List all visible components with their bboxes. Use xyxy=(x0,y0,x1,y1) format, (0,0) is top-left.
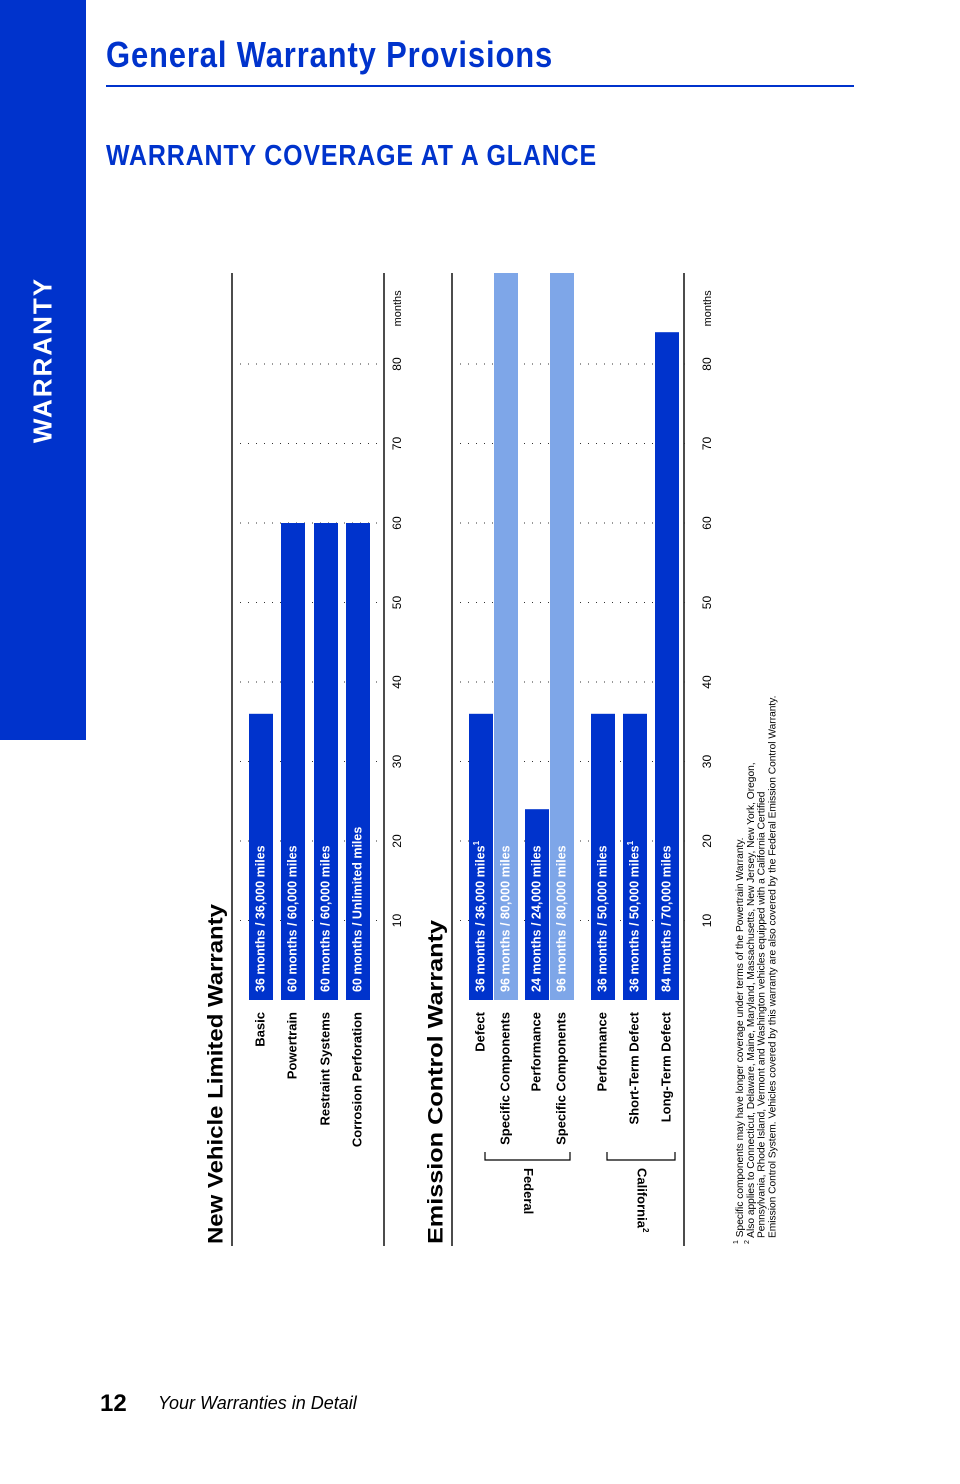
nvlw-tick-label: 60 xyxy=(390,516,405,530)
section-title: WARRANTY COVERAGE AT A GLANCE xyxy=(106,140,597,172)
ecw-category-label: Defect xyxy=(472,1012,488,1052)
ecw-tick-label: 20 xyxy=(700,834,715,848)
nvlw-bar-label: 36 months / 36,000 miles xyxy=(253,845,268,992)
ecw-bar-label: 36 months / 36,000 miles$^1$ xyxy=(471,840,488,992)
nvlw-bar-label: 60 months / 60,000 miles xyxy=(318,845,333,992)
nvlw-tick-label: 10 xyxy=(390,913,405,928)
ecw-category-label: Specific Components xyxy=(553,1012,569,1145)
ecw-category-label: Performance xyxy=(528,1012,544,1092)
nvlw-tick-label: 40 xyxy=(390,675,405,689)
ecw-group-bracket xyxy=(607,1152,675,1160)
ecw-bar-label: 96 months / 80,000 miles xyxy=(554,845,569,992)
ecw-bar-label: 36 months / 50,000 miles xyxy=(595,845,610,992)
ecw-category-label: Specific Components xyxy=(497,1012,513,1145)
nvlw-tick-label: 70 xyxy=(390,436,405,451)
nvlw-category-label: Corrosion Perforation xyxy=(349,1012,365,1148)
nvlw-tick-label: 30 xyxy=(390,754,405,769)
ecw-tick-label: 40 xyxy=(700,675,715,689)
footnote-line: Pennsylvania, Rhode Island, Vermont and Washington vehicles equipped with a California Certified xyxy=(756,791,768,1238)
ecw-group-bracket xyxy=(485,1152,570,1160)
ecw-tick-label: 30 xyxy=(700,754,715,769)
ecw-category-label: Short-Term Defect xyxy=(626,1012,642,1125)
nvlw-tick-label: 20 xyxy=(390,834,405,848)
ecw-tick-label: 10 xyxy=(700,913,715,928)
nvlw-chart-title: New Vehicle Limited Warranty xyxy=(204,946,228,1244)
ecw-bar-label: 96 months / 80,000 miles xyxy=(498,845,513,992)
ecw-bar-label: 84 months / 70,000 miles xyxy=(659,845,674,992)
ecw-tick-label: 80 xyxy=(700,357,715,371)
ecw-group-label: Federal xyxy=(521,1168,537,1215)
footer-text: Your Warranties in Detail xyxy=(158,1393,357,1413)
nvlw-bar-label: 60 months / 60,000 miles xyxy=(285,845,300,992)
nvlw-unit-label: months xyxy=(391,290,404,327)
ecw-category-label: Performance xyxy=(594,1012,610,1092)
ecw-bar-label: 36 months / 50,000 miles$^1$ xyxy=(625,840,642,992)
sidebar-label: WARRANTY xyxy=(27,276,58,444)
nvlw-category-label: Restraint Systems xyxy=(317,1012,333,1126)
ecw-bar-label: 24 months / 24,000 miles xyxy=(529,845,544,992)
nvlw-category-label: Basic xyxy=(252,1012,268,1047)
ecw-category-label: Long-Term Defect xyxy=(658,1012,674,1123)
footnote-line: $^2$ Also applies to Connecticut, Delaware, Maine, Maryland, Massachusetts, New Jersey, New York, Oregon, xyxy=(744,762,757,1244)
ecw-tick-label: 50 xyxy=(700,595,715,610)
page-number: 12 xyxy=(100,1390,127,1417)
ecw-chart-title: Emission Control Warranty xyxy=(424,974,448,1244)
nvlw-tick-label: 50 xyxy=(390,595,405,610)
nvlw-bar-label: 60 months / Unlimited miles xyxy=(350,826,365,992)
ecw-group-label: California$^2$ xyxy=(634,1168,651,1233)
page-title: General Warranty Provisions xyxy=(106,34,554,75)
nvlw-category-label: Powertrain xyxy=(284,1012,300,1080)
ecw-tick-label: 60 xyxy=(700,516,715,530)
ecw-tick-label: 70 xyxy=(700,436,715,451)
ecw-unit-label: months xyxy=(701,290,714,327)
footnote-line: $^1$ Specific components may have longer coverage under terms of the Powertrain Warranty. xyxy=(733,837,746,1244)
footnote-line: Emission Control System. Vehicles covered by this warranty are also covered by the Federal Emission Control Warranty. xyxy=(767,695,779,1238)
nvlw-tick-label: 80 xyxy=(390,357,405,371)
